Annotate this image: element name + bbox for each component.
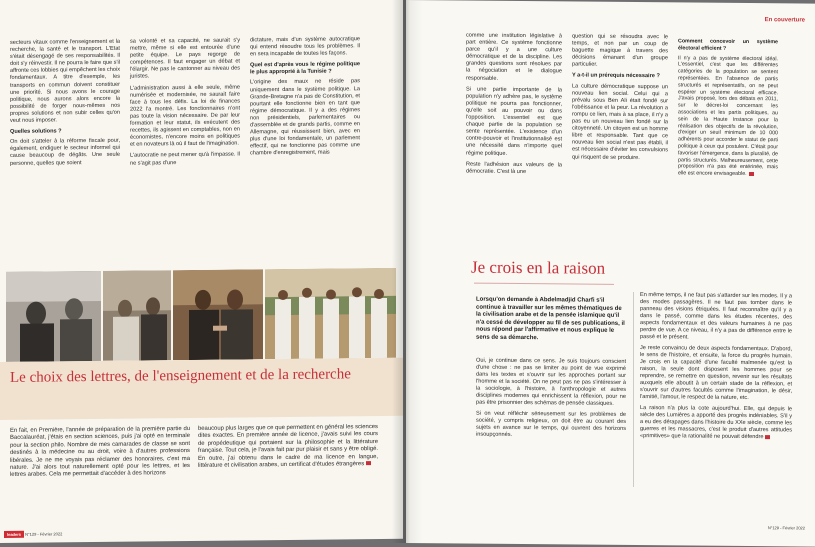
photo-bw-conversation	[6, 271, 101, 362]
title-underline	[474, 283, 614, 285]
lead-paragraph: Lorsqu'on demande à Abdelmadjid Charfi s'il continue à travailler sur les mêmes thématiques de la civilisation arabe et de la pensée islamique qu'il n'a cessé de développer au fil de ses publications, il nous répond par l'affirmative et nous explique le sens de sa démarche.	[476, 296, 625, 341]
paragraph: La culture démocratique suppose un nouveau lien social. Celui qui a prévalu sous Ben Ali était fondé sur l'obéissance et la peur. La révolution a rompu ce lien, mais à sa place, il n'y a pas eu un nouveau lien fondé sur la citoyenneté. Un citoyen est un homme libre et responsable. Tant que ce nouveau lien social n'est pas établi, il est nécessaire d'éviter les convulsions qui risquent de se produire.	[572, 83, 668, 161]
paragraph: En même temps, il ne faut pas s'attarder sur les modes. Il y a des modes passagères. Il ne faut pas tomber dans le panneau des visions étriquées. Il faut reconnaître qu'il y a dans le passé, comme dans les études récentes, des aspects fondamentaux et des valeurs humaines à ne pas perdre de vue. A ce niveau, il n'y a pas de différence entre le passé et le présent.	[640, 292, 792, 341]
right-column-1	[466, 33, 562, 181]
subheading: Y a-t-il un prérequis nécessaire ?	[572, 72, 660, 80]
column-divider	[633, 292, 634, 487]
paragraph: secteurs vitaux comme l'enseignement et la recherche, la santé et le transport. L'Etat s'était désengagé de ses responsabilités. Il doit s'y réinvestir. Il ne pourra le faire que s'il affronte ces lobbies qui empêchent les choix fondamentaux. A titre d'exemple, les transports en commun doivent constituer une priorité. Si nous avons le courage politique, nous aurons alors encore la possibilité de forger nous-mêmes nos propres solutions et non subir celles qu'on veut nous imposer.	[10, 38, 120, 124]
paragraph: Reste l'adhésion aux valeurs de la démocratie. C'est là une	[466, 161, 562, 175]
paragraph: sa volonté et sa capacité, ne saurait s'y mettre, même si elle est entourée d'une petite équipe. Le pays regorge de compétences. Il faut engager un débat et l'élargir. Ne pas le cantonner au niveau des juristes.	[130, 37, 240, 81]
right-page	[406, 0, 815, 547]
left-column-3	[250, 36, 360, 162]
paragraph: Si une partie importante de la population n'y adhère pas, le système politique ne pourra pas fonctionner, qu'elle soit au pouvoir ou dans l'opposition. L'essentiel est que chaque partie de la population se sente représentée. L'existence d'un contre-pouvoir et l'institutionnalisé est une nécessité dans n'importe quel régime politique.	[466, 86, 562, 157]
photo-group-outdoor	[265, 268, 396, 359]
paragraph	[640, 405, 792, 441]
paragraph: comme une institution législative à part entière. Ce système fonctionne parce qu'il y a une culture démocratique et de la discipline. Les grandes questions sont résolues par la négociation et le dialogue responsable.	[466, 32, 562, 82]
left-folio	[4, 531, 62, 537]
paragraph: Oui, je continue dans ce sens. Je suis toujours conscient d'une chose : ne pas se limiter au point de vue exprimé dans les textes et s'ouvrir sur les approches portant sur l'homme et la société. On ne peut pas ne pas s'intéresser à la sociologie, à l'histoire, à l'anthropologie et autres disciplines modernes qui enrichissent la réflexion, pour ne pas être prisonnier des schémas de pensée classiques.	[476, 357, 626, 407]
paragraph: Je reste convaincu de deux aspects fondamentaux. D'abord, le sens de l'histoire, et ensuite, la force du progrès humain. Je crois en la capacité d'une faculté malmenée qu'est la raison, la seule dont disposent les hommes pour se reprendre, se remettre en question, revenir sur les résultats auxquels elle aboutit à un certain stade de la réflexion, et s'ouvrir sur d'autres facultés comme l'imagination, le désir, l'amitié, l'amour, le respect de la nature, etc.	[640, 345, 792, 401]
subheading: Comment concevoir un système électoral efficient ?	[678, 38, 778, 52]
left-page	[0, 0, 403, 543]
right-folio	[768, 525, 805, 530]
paragraph: dictature, mais d'un système autocratique qui entend résoudre tous les problèmes. Il en sera incapable de toutes les façons.	[250, 36, 360, 58]
end-mark-icon	[765, 435, 770, 439]
left-column-1	[10, 39, 120, 172]
right-column-2	[572, 33, 668, 165]
left-column-2	[130, 37, 240, 171]
end-mark-icon	[749, 172, 754, 176]
left-bottom-column-2	[198, 424, 378, 470]
paragraph: beaucoup plus larges que ce que permettent en général les sciences dites exactes. En première année de licence, j'avais suivi les cours de propédeutique qui portaient sur la philosophie et la littérature française. Tout cela, je l'avais fait par pur plaisir et sans y être obligé. En outre, j'ai obtenu dans le cadre de ma licence en langue, littérature et civilisation arabes, un certificat d'études étrangères	[198, 424, 378, 469]
folio-text: N°129 - Février 2022	[25, 531, 63, 537]
right-bottom-column-2	[640, 292, 792, 445]
right-column-3	[678, 34, 778, 178]
paragraph-text: La raison n'a plus la cote aujourd'hui. Elle, qui depuis le siècle des Lumières a apporté des progrès indéniables. S'il y a eu des dérapages dans l'histoire du XXe siècle, comme les guerres et les massacres, c'est le produit d'autres attitudes «primitives» que la rationalité ne pouvait défendre	[640, 405, 792, 441]
paragraph: L'origine des maux ne réside pas uniquement dans le système politique. La Grande-Bretagne n'a pas de Constitution, et pourtant elle fonctionne bien en tant que régime démocratique. Il y a des régimes non présidentiels, parlementaires ou d'assemblée et de grands partis, comme en Allemagne, qui réussissent bien, avec en plus d'une loi fondamentale, un parlement effectif, qui ne fonctionne pas comme une chambre d'enregistrement, mais	[250, 78, 360, 157]
right-bottom-column-1	[476, 358, 626, 444]
left-bottom-column-1: En fait, en Première, l'année de préparation de la première partie du Baccalauréat, j'étais en section sciences, puis j'ai opté en terminale pour la section philo. Nombre de mes camarades de classe se sont destinés à la médecine ou au droit, voire à d'autres professions libérales. Je ne me voyais pas réclamer des honoraires, c'est ma nature. J'ai alors tout naturellement opté pour les lettres, et les lettres arabes. Cela me permettait d'accéder à des horizons	[10, 426, 190, 479]
paragraph: Il n'y a pas de système électoral idéal. L'essentiel, c'est que les différentes catégories de la population se sentent représentées. En l'absence de partis structurés et représentatifs, on ne peut espérer un système électoral efficace. J'avais proposé, lors des débats en 2011, sur le décret-loi concernant les associations et les partis politiques, au sein de la Haute Instance pour la réalisation des objectifs de la révolution, d'exiger un seuil minimum de 10 000 adhérents pour accorder le statut de parti politique à ceux qui postulent. C'était pour favoriser l'émergence, dans la pluralité, de partis structurés. Malheureusement, cette proposition n'a pas été entérinée, mais elle est encore envisageable.	[678, 54, 778, 178]
photo-handshake	[173, 269, 263, 360]
photo-ceremony	[103, 270, 171, 361]
spine-shadow	[392, 0, 422, 543]
photo-strip	[6, 268, 396, 362]
paragraph: question qui se résoudra avec le temps, et non par un coup de baguette magique à travers des décisions émanant d'un groupe particulier.	[572, 33, 668, 69]
paragraph: L'administration aussi à elle seule, même numérisée et modernisée, ne saurait faire face à tous les défis. La loi de finances 2022 l'a montré. Les fonctionnaires n'ont pas toute la vision nécessaire. De par leur formation et leur statut, ils exécutent des recettes, ils agissent en comptables, non en économistes, n'encore moins en politiques et en novateurs là où il faut de l'imagination.	[130, 84, 240, 148]
section-rubric: En couverture	[764, 17, 805, 24]
folio-text: N°129 - Février 2022	[767, 525, 805, 531]
end-mark-icon	[366, 462, 371, 466]
paragraph: Si on veut réfléchir sérieusement sur les problèmes de société, y compris religieux, on doit être au courant des sujets en avance sur le temps, qui ouvrent des horizons insoupçonnés.	[476, 410, 626, 438]
paragraph: L'autocratie ne peut mener qu'à l'impasse. Il ne s'agit pas d'une	[130, 151, 240, 167]
paragraph: On doit s'atteler à la réforme fiscale pour, également, endiguer le secteur informel qui cause beaucoup de dégâts. Une seule personne, quelles que soient	[10, 137, 120, 167]
interview-title: Je crois en la raison	[471, 257, 606, 278]
folio-badge: leaders	[4, 531, 24, 538]
subheading: Quel est d'après vous le régime politique le plus approprié à la Tunisie ?	[250, 61, 360, 76]
subheading: Quelles solutions ?	[10, 128, 62, 136]
section-title: Le choix des lettres, de l'enseignement et de la recherche	[10, 366, 351, 386]
